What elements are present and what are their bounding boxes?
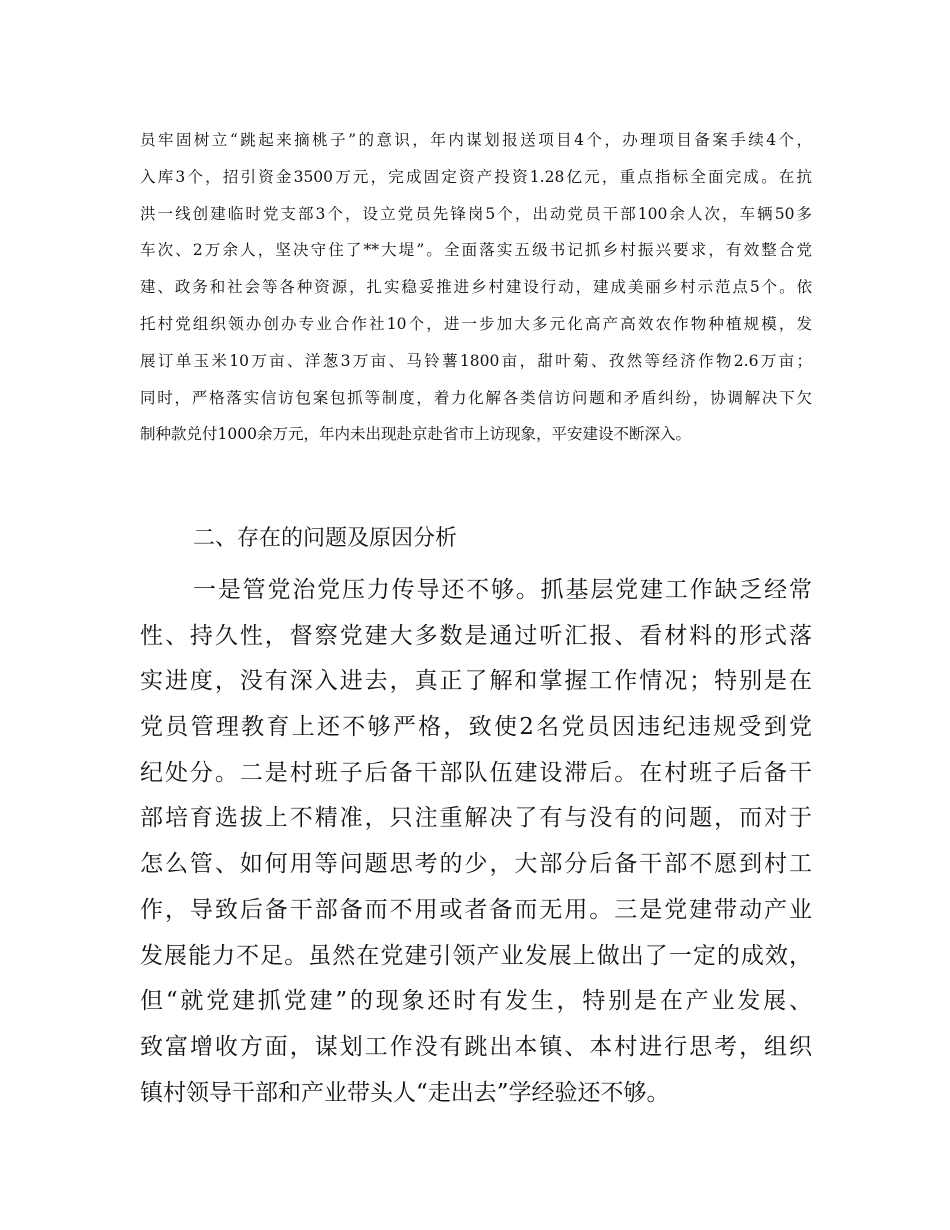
text-line: 实进度，没有深入进去，真正了解和掌握工作情况；特别是在	[140, 668, 812, 695]
text-line: 怎么管、如何用等问题思考的少，大部分后备干部不愿到村工	[140, 851, 812, 878]
text-line: 入库3个，招引资金3500万元，完成固定资产投资1.28亿元，重点指标全面完成。在抗	[140, 167, 812, 186]
text-line: 制种款兑付1000余万元，年内未出现赴京赴省市上访现象，平安建设不断深入。	[140, 425, 691, 444]
text-line: 发展能力不足。虽然在党建引领产业发展上做出了一定的成效，	[140, 942, 812, 969]
text-line: 同时，严格落实信访包案包抓等制度，着力化解各类信访问题和矛盾纠纷，协调解决下欠	[140, 388, 812, 407]
body-paragraph-summary	[140, 122, 812, 453]
text-line: 性、持久性，督察党建大多数是通过听汇报、看材料的形式落	[140, 622, 812, 649]
body-paragraph-problems	[140, 568, 812, 1116]
text-line: 托村党组织领办创办专业合作社10个，进一步加大多元化高产高效农作物种植规模，发	[140, 314, 812, 333]
text-line: 车次、2万余人，坚决守住了**大堤”。全面落实五级书记抓乡村振兴要求，有效整合党	[140, 241, 812, 260]
text-line: 一是管党治党压力传导还不够。抓基层党建工作缺乏经常	[193, 577, 812, 603]
text-line: 员牢固树立“跳起来摘桃子”的意识，年内谋划报送项目4个，办理项目备案手续4个，	[140, 131, 812, 149]
text-line: 建、政务和社会等各种资源，扎实稳妥推进乡村建设行动，建成美丽乡村示范点5个。依	[140, 278, 812, 297]
text-line: 纪处分。二是村班子后备干部队伍建设滞后。在村班子后备干	[140, 759, 812, 786]
text-line: 但“就党建抓党建”的现象还时有发生，特别是在产业发展、	[140, 988, 812, 1015]
text-line: 洪一线创建临时党支部3个，设立党员先锋岗5个，出动党员干部100余人次，车辆50多	[140, 204, 812, 223]
text-line: 党员管理教育上还不够严格，致使2名党员因违纪违规受到党	[140, 714, 812, 741]
text-line: 作，导致后备干部备而不用或者备而无用。三是党建带动产业	[140, 896, 812, 923]
text-line: 致富增收方面，谋划工作没有跳出本镇、本村进行思考，组织	[140, 1033, 812, 1060]
text-line: 部培育选拔上不精准，只注重解决了有与没有的问题，而对于	[140, 805, 812, 832]
text-line: 镇村领导干部和产业带头人“走出去”学经验还不够。	[140, 1079, 670, 1106]
section-heading: 二、存在的问题及原因分析	[193, 526, 458, 551]
text-line: 展订单玉米10万亩、洋葱3万亩、马铃薯1800亩，甜叶菊、孜然等经济作物2.6万亩；	[140, 351, 812, 370]
